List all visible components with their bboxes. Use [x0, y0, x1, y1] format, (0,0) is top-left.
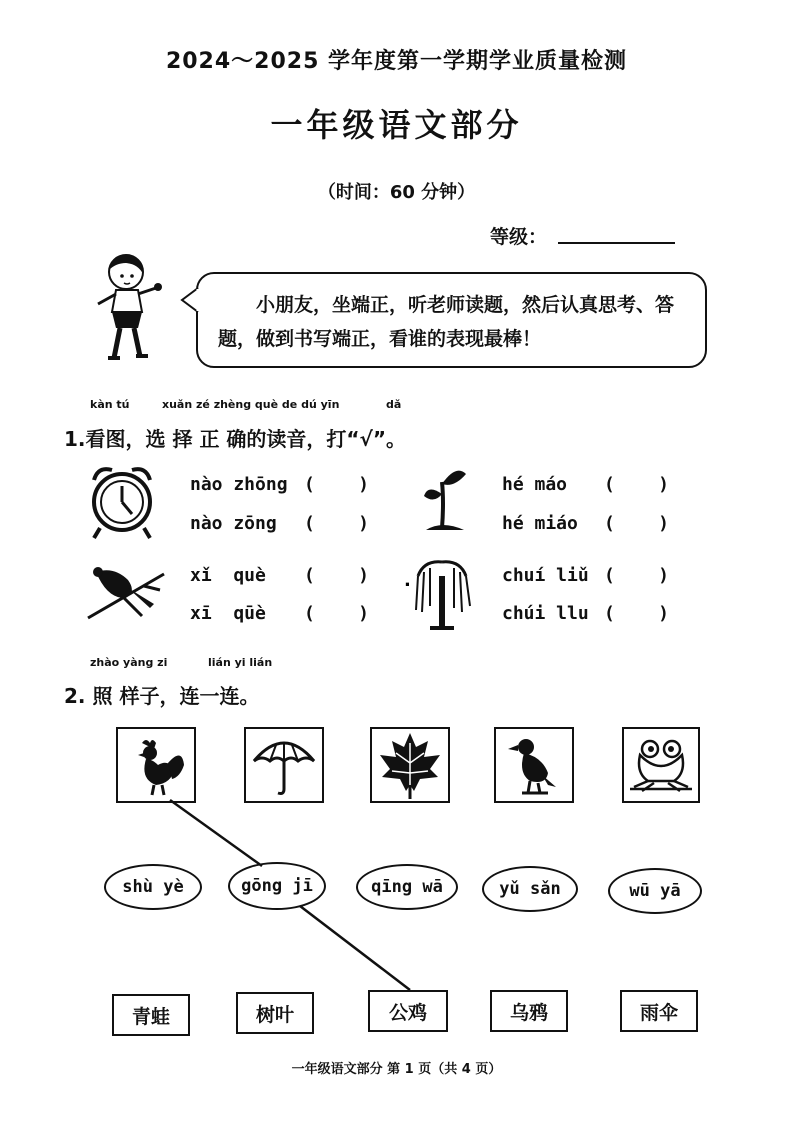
maple-leaf-icon	[372, 729, 448, 801]
pinyin-oval-4[interactable]: yǔ sǎn	[482, 866, 578, 912]
q1-item3-option1: xǐ què	[190, 565, 266, 586]
magpie-icon	[84, 560, 168, 626]
frog-icon	[624, 729, 698, 801]
pinyin-oval-1[interactable]: shù yè	[104, 864, 202, 910]
pinyin-oval-2[interactable]: gōng jī	[228, 862, 326, 910]
q1-item1-blank2[interactable]: ( )	[304, 513, 370, 534]
page-footer: 一年级语文部分 第 1 页（共 4 页）	[291, 1062, 502, 1077]
rooster-icon	[118, 729, 194, 801]
picture-box-rooster	[116, 727, 196, 803]
q2-title: 2. 照 样子，连一连。	[64, 684, 260, 708]
exam-time: （时间：60 分钟）	[317, 182, 476, 203]
q1-pinyin-3: dǎ	[386, 398, 402, 411]
q1-item4-blank1[interactable]: ( )	[604, 565, 670, 586]
q1-item3-blank2[interactable]: ( )	[304, 603, 370, 624]
word-box-5[interactable]: 雨伞	[620, 990, 698, 1032]
q1-item4-option1: chuí liǔ	[502, 565, 589, 586]
exam-title: 2024～2025 学年度第一学期学业质量检测	[165, 49, 628, 74]
girl-illustration	[90, 250, 170, 365]
q1-item1-option2: nào zōng	[190, 513, 277, 534]
word-box-1[interactable]: 青蛙	[112, 994, 190, 1036]
q1-item3-blank1[interactable]: ( )	[304, 565, 370, 586]
q1-item2-blank1[interactable]: ( )	[604, 474, 670, 495]
crow-icon	[496, 729, 572, 801]
q1-title: 1.看图，选 择 正 确的读音，打“√”。	[64, 427, 407, 451]
word-box-2[interactable]: 树叶	[236, 992, 314, 1034]
q2-pinyin-1: zhào yàng zi	[90, 656, 168, 669]
grade-label: 等级：	[490, 226, 548, 248]
q1-item3-option2: xī qūè	[190, 603, 266, 624]
grade-blank[interactable]	[558, 242, 675, 244]
alarm-clock-icon	[86, 462, 158, 542]
q1-pinyin-1: kàn tú	[90, 398, 130, 411]
q1-item4-option2: chúi llu	[502, 603, 589, 624]
exam-subtitle: 一年级语文部分	[270, 106, 523, 144]
q1-item4-blank2[interactable]: ( )	[604, 603, 670, 624]
picture-box-leaf	[370, 727, 450, 803]
example-line-pinyin-to-word	[300, 906, 410, 990]
word-box-3[interactable]: 公鸡	[368, 990, 448, 1032]
q2-pinyin-2: lián yi lián	[208, 656, 273, 669]
q1-pinyin-2: xuǎn zé zhèng què de dú yīn	[162, 398, 340, 411]
q1-item1-blank1[interactable]: ( )	[304, 474, 370, 495]
umbrella-icon	[246, 729, 322, 801]
svg-text:.: .	[404, 570, 411, 591]
picture-box-umbrella	[244, 727, 324, 803]
word-box-4[interactable]: 乌鸦	[490, 990, 568, 1032]
picture-box-crow	[494, 727, 574, 803]
willow-icon	[404, 552, 480, 630]
q1-item2-option1: hé máo	[502, 474, 568, 495]
q1-item1-option1: nào zhōng	[190, 474, 288, 495]
pinyin-oval-5[interactable]: wū yā	[608, 868, 702, 914]
picture-box-frog	[622, 727, 700, 803]
bubble-tail	[180, 286, 200, 316]
seedling-icon	[420, 462, 480, 534]
intro-text: 小朋友，坐端正，听老师读题，然后认真思考、答题，做到书写端正，看谁的表现最棒！	[218, 294, 675, 350]
example-line-picture-to-pinyin	[170, 800, 262, 866]
q1-item2-option2: hé miáo	[502, 513, 578, 534]
q1-item2-blank2[interactable]: ( )	[604, 513, 670, 534]
pinyin-oval-3[interactable]: qīng wā	[356, 864, 458, 910]
